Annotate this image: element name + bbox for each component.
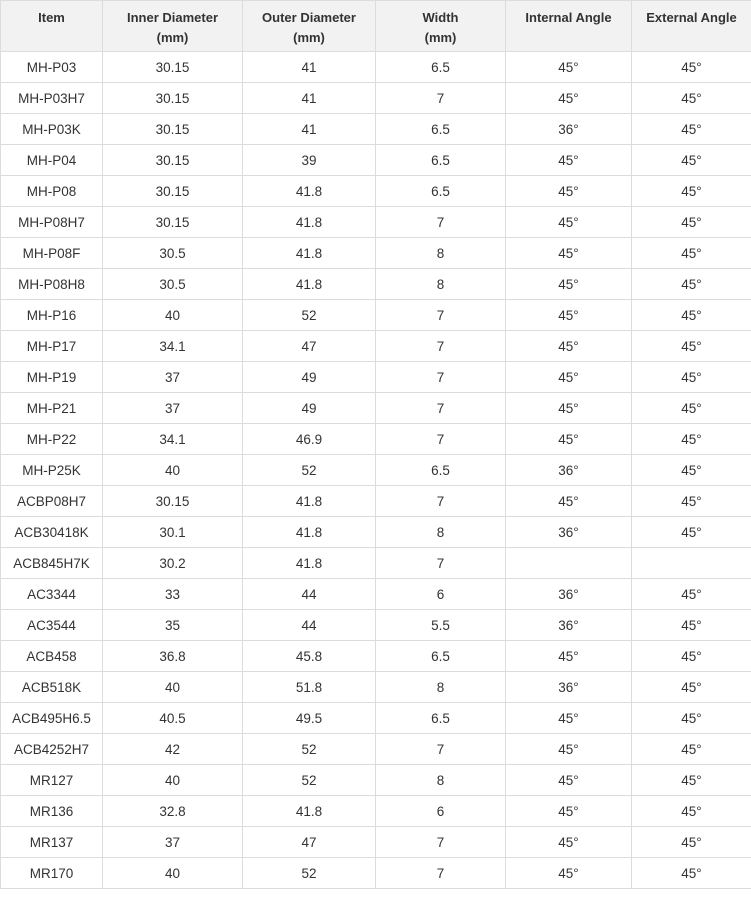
cell-width: 7 [376, 300, 506, 331]
cell-inner-diameter: 40 [103, 858, 243, 889]
table-row [1, 238, 751, 269]
cell-external-angle: 45° [632, 827, 751, 858]
cell-external-angle: 45° [632, 238, 751, 269]
cell-inner-diameter: 34.1 [103, 331, 243, 362]
cell-inner-diameter: 37 [103, 362, 243, 393]
table-row [1, 548, 751, 579]
cell-internal-angle: 45° [506, 52, 632, 83]
cell-item: MH-P08 [1, 176, 103, 207]
cell-width: 6.5 [376, 176, 506, 207]
table-row [1, 734, 751, 765]
cell-outer-diameter: 52 [243, 300, 376, 331]
cell-inner-diameter: 30.15 [103, 486, 243, 517]
cell-inner-diameter: 35 [103, 610, 243, 641]
table-row [1, 703, 751, 734]
cell-external-angle: 45° [632, 300, 751, 331]
table-header-row [1, 1, 751, 52]
cell-inner-diameter: 30.15 [103, 145, 243, 176]
cell-internal-angle: 45° [506, 145, 632, 176]
cell-external-angle: 45° [632, 734, 751, 765]
cell-outer-diameter: 41.8 [243, 207, 376, 238]
cell-internal-angle: 36° [506, 455, 632, 486]
table-row [1, 517, 751, 548]
cell-width: 7 [376, 424, 506, 455]
cell-inner-diameter: 42 [103, 734, 243, 765]
cell-internal-angle: 36° [506, 517, 632, 548]
cell-internal-angle: 36° [506, 579, 632, 610]
cell-inner-diameter: 30.5 [103, 269, 243, 300]
cell-internal-angle: 45° [506, 703, 632, 734]
cell-internal-angle: 45° [506, 207, 632, 238]
table-row [1, 52, 751, 83]
cell-width: 8 [376, 238, 506, 269]
cell-internal-angle: 45° [506, 486, 632, 517]
cell-outer-diameter: 47 [243, 331, 376, 362]
cell-width: 8 [376, 517, 506, 548]
cell-internal-angle: 45° [506, 827, 632, 858]
cell-item: MH-P08H7 [1, 207, 103, 238]
cell-external-angle: 45° [632, 331, 751, 362]
cell-external-angle: 45° [632, 424, 751, 455]
cell-internal-angle: 45° [506, 858, 632, 889]
cell-outer-diameter: 41.8 [243, 517, 376, 548]
cell-outer-diameter: 49.5 [243, 703, 376, 734]
cell-outer-diameter: 41.8 [243, 548, 376, 579]
cell-internal-angle: 45° [506, 176, 632, 207]
cell-item: MH-P22 [1, 424, 103, 455]
cell-external-angle [632, 548, 751, 579]
cell-width: 6 [376, 796, 506, 827]
cell-outer-diameter: 52 [243, 858, 376, 889]
cell-item: MH-P03H7 [1, 83, 103, 114]
table-row [1, 765, 751, 796]
cell-inner-diameter: 30.15 [103, 207, 243, 238]
cell-inner-diameter: 33 [103, 579, 243, 610]
cell-width: 7 [376, 207, 506, 238]
cell-width: 5.5 [376, 610, 506, 641]
cell-inner-diameter: 40.5 [103, 703, 243, 734]
cell-internal-angle: 45° [506, 641, 632, 672]
cell-item: MH-P04 [1, 145, 103, 176]
cell-outer-diameter: 45.8 [243, 641, 376, 672]
cell-external-angle: 45° [632, 672, 751, 703]
cell-external-angle: 45° [632, 83, 751, 114]
cell-external-angle: 45° [632, 486, 751, 517]
cell-item: ACBP08H7 [1, 486, 103, 517]
cell-inner-diameter: 30.15 [103, 176, 243, 207]
cell-item: MR137 [1, 827, 103, 858]
cell-internal-angle: 45° [506, 734, 632, 765]
cell-item: MH-P03K [1, 114, 103, 145]
cell-width: 7 [376, 83, 506, 114]
cell-outer-diameter: 41 [243, 52, 376, 83]
cell-internal-angle: 45° [506, 362, 632, 393]
cell-item: AC3344 [1, 579, 103, 610]
cell-external-angle: 45° [632, 176, 751, 207]
cell-outer-diameter: 39 [243, 145, 376, 176]
table-row [1, 424, 751, 455]
table-row [1, 672, 751, 703]
cell-item: MR136 [1, 796, 103, 827]
cell-internal-angle: 36° [506, 114, 632, 145]
cell-internal-angle: 36° [506, 610, 632, 641]
cell-outer-diameter: 52 [243, 734, 376, 765]
cell-internal-angle: 45° [506, 424, 632, 455]
cell-width: 6.5 [376, 703, 506, 734]
cell-width: 7 [376, 858, 506, 889]
cell-width: 7 [376, 362, 506, 393]
cell-outer-diameter: 41.8 [243, 269, 376, 300]
cell-inner-diameter: 30.15 [103, 52, 243, 83]
cell-internal-angle: 45° [506, 796, 632, 827]
table-row [1, 858, 751, 889]
table-row [1, 176, 751, 207]
table-row [1, 486, 751, 517]
header-external-angle: External Angle [632, 1, 751, 52]
cell-inner-diameter: 40 [103, 455, 243, 486]
cell-width: 7 [376, 827, 506, 858]
cell-item: MH-P08H8 [1, 269, 103, 300]
cell-outer-diameter: 44 [243, 610, 376, 641]
table-body [1, 52, 751, 889]
cell-item: MH-P21 [1, 393, 103, 424]
cell-external-angle: 45° [632, 145, 751, 176]
cell-width: 8 [376, 672, 506, 703]
cell-item: ACB458 [1, 641, 103, 672]
cell-outer-diameter: 41 [243, 83, 376, 114]
cell-width: 6.5 [376, 145, 506, 176]
cell-internal-angle [506, 548, 632, 579]
cell-external-angle: 45° [632, 207, 751, 238]
header-inner-diameter: Inner Diameter (mm) [103, 1, 243, 52]
cell-inner-diameter: 34.1 [103, 424, 243, 455]
table-row [1, 269, 751, 300]
table-row [1, 362, 751, 393]
cell-width: 6.5 [376, 641, 506, 672]
cell-width: 8 [376, 765, 506, 796]
cell-inner-diameter: 30.1 [103, 517, 243, 548]
cell-outer-diameter: 46.9 [243, 424, 376, 455]
cell-external-angle: 45° [632, 455, 751, 486]
cell-width: 7 [376, 331, 506, 362]
cell-item: MR127 [1, 765, 103, 796]
cell-width: 7 [376, 734, 506, 765]
cell-width: 7 [376, 548, 506, 579]
cell-outer-diameter: 41 [243, 114, 376, 145]
cell-inner-diameter: 40 [103, 300, 243, 331]
cell-external-angle: 45° [632, 269, 751, 300]
cell-width: 6 [376, 579, 506, 610]
cell-width: 7 [376, 486, 506, 517]
cell-internal-angle: 45° [506, 765, 632, 796]
cell-width: 7 [376, 393, 506, 424]
cell-width: 6.5 [376, 52, 506, 83]
cell-outer-diameter: 44 [243, 579, 376, 610]
cell-external-angle: 45° [632, 858, 751, 889]
cell-outer-diameter: 51.8 [243, 672, 376, 703]
cell-inner-diameter: 40 [103, 672, 243, 703]
cell-inner-diameter: 40 [103, 765, 243, 796]
cell-item: ACB4252H7 [1, 734, 103, 765]
table-row [1, 455, 751, 486]
cell-item: ACB495H6.5 [1, 703, 103, 734]
cell-internal-angle: 45° [506, 238, 632, 269]
cell-item: MH-P08F [1, 238, 103, 269]
cell-item: MH-P03 [1, 52, 103, 83]
cell-item: ACB845H7K [1, 548, 103, 579]
cell-inner-diameter: 30.2 [103, 548, 243, 579]
cell-item: MH-P16 [1, 300, 103, 331]
cell-item: ACB30418K [1, 517, 103, 548]
cell-inner-diameter: 30.5 [103, 238, 243, 269]
cell-internal-angle: 45° [506, 83, 632, 114]
cell-external-angle: 45° [632, 579, 751, 610]
cell-outer-diameter: 49 [243, 362, 376, 393]
table-row [1, 207, 751, 238]
cell-item: MH-P19 [1, 362, 103, 393]
cell-width: 6.5 [376, 455, 506, 486]
cell-width: 6.5 [376, 114, 506, 145]
cell-inner-diameter: 37 [103, 827, 243, 858]
cell-outer-diameter: 52 [243, 455, 376, 486]
table-row [1, 579, 751, 610]
cell-item: ACB518K [1, 672, 103, 703]
cell-outer-diameter: 41.8 [243, 238, 376, 269]
cell-external-angle: 45° [632, 796, 751, 827]
table-row [1, 83, 751, 114]
cell-inner-diameter: 37 [103, 393, 243, 424]
cell-external-angle: 45° [632, 114, 751, 145]
cell-external-angle: 45° [632, 765, 751, 796]
cell-item: MH-P17 [1, 331, 103, 362]
cell-width: 8 [376, 269, 506, 300]
cell-external-angle: 45° [632, 703, 751, 734]
cell-external-angle: 45° [632, 393, 751, 424]
cell-internal-angle: 45° [506, 331, 632, 362]
cell-outer-diameter: 41.8 [243, 176, 376, 207]
cell-outer-diameter: 41.8 [243, 796, 376, 827]
cell-outer-diameter: 41.8 [243, 486, 376, 517]
cell-external-angle: 45° [632, 641, 751, 672]
header-outer-diameter: Outer Diameter (mm) [243, 1, 376, 52]
cell-external-angle: 45° [632, 362, 751, 393]
table-row [1, 610, 751, 641]
cell-internal-angle: 45° [506, 393, 632, 424]
cell-internal-angle: 45° [506, 300, 632, 331]
table-row [1, 114, 751, 145]
header-width: Width (mm) [376, 1, 506, 52]
table-row [1, 393, 751, 424]
header-item: Item [1, 1, 103, 52]
cell-outer-diameter: 47 [243, 827, 376, 858]
table-row [1, 300, 751, 331]
cell-outer-diameter: 49 [243, 393, 376, 424]
table-row [1, 331, 751, 362]
cell-item: MR170 [1, 858, 103, 889]
cell-item: AC3544 [1, 610, 103, 641]
cell-inner-diameter: 36.8 [103, 641, 243, 672]
table-row [1, 796, 751, 827]
cell-internal-angle: 45° [506, 269, 632, 300]
cell-inner-diameter: 30.15 [103, 114, 243, 145]
cell-inner-diameter: 32.8 [103, 796, 243, 827]
table-row [1, 827, 751, 858]
cell-inner-diameter: 30.15 [103, 83, 243, 114]
table-row [1, 145, 751, 176]
cell-outer-diameter: 52 [243, 765, 376, 796]
cell-external-angle: 45° [632, 52, 751, 83]
table-row [1, 641, 751, 672]
cell-external-angle: 45° [632, 610, 751, 641]
cell-internal-angle: 36° [506, 672, 632, 703]
cell-external-angle: 45° [632, 517, 751, 548]
header-internal-angle: Internal Angle [506, 1, 632, 52]
cell-item: MH-P25K [1, 455, 103, 486]
